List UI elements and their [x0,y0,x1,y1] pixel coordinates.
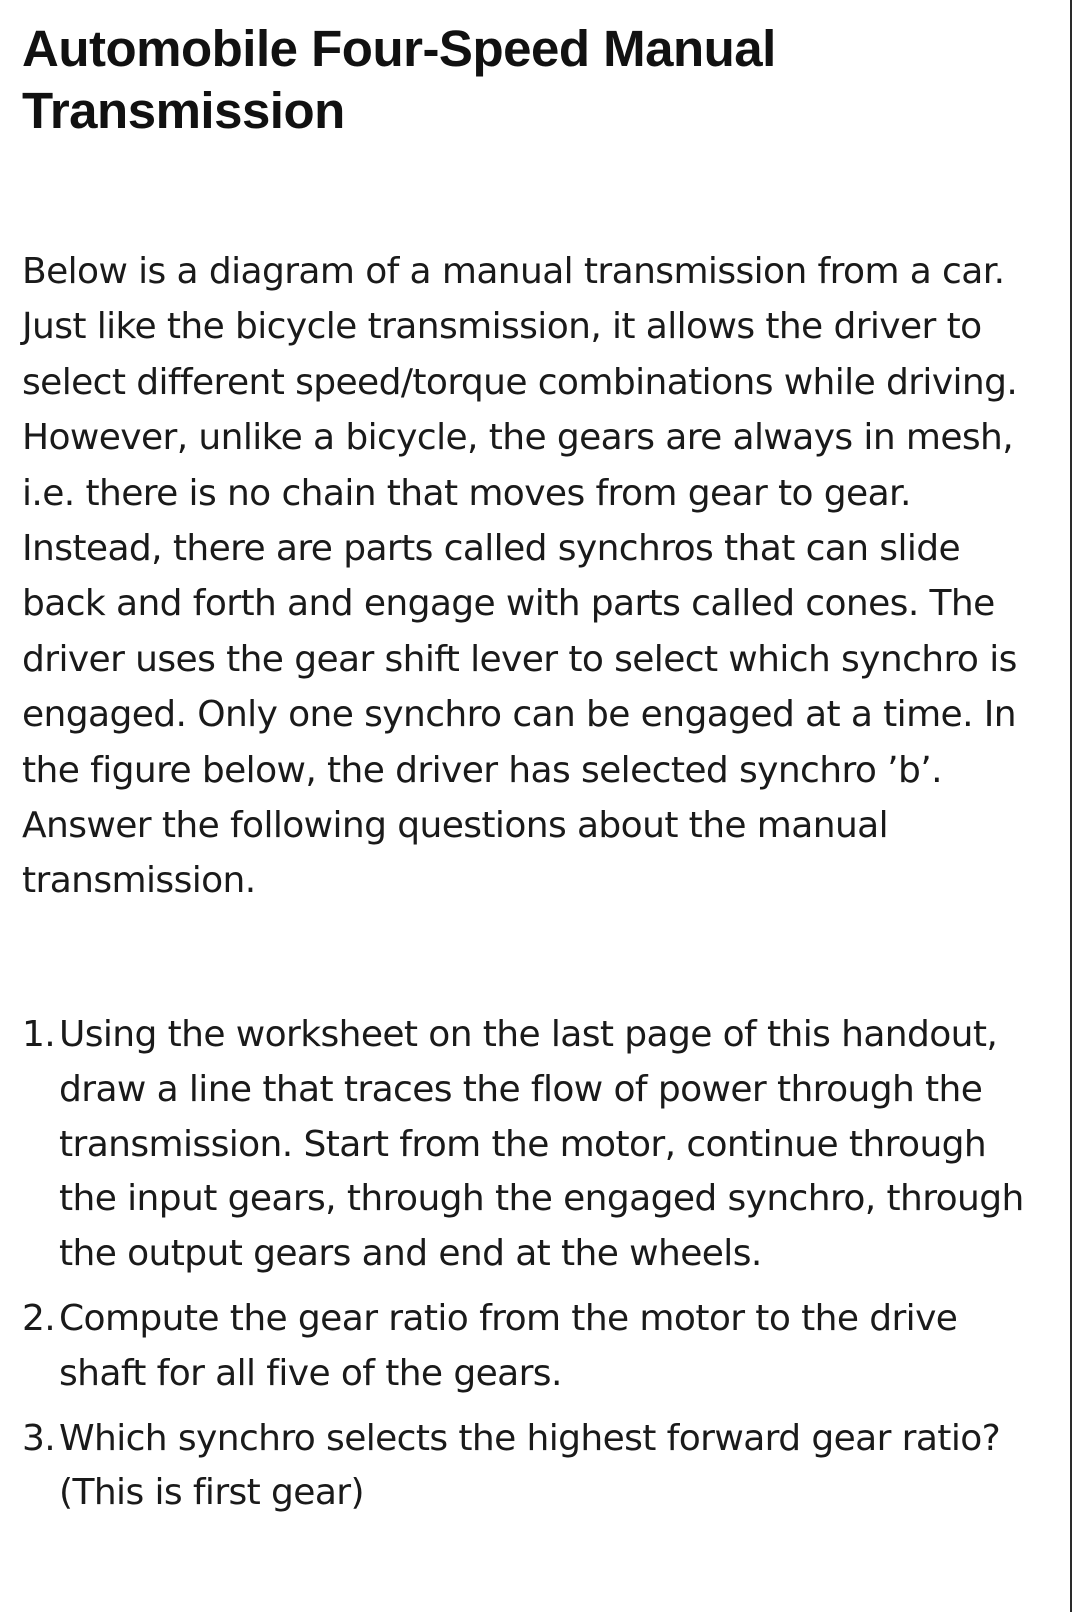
question-text: Using the worksheet on the last page of this handout, draw a line that traces the flow of power through the transmission. Start from the motor, continue through the input gears, through the engaged synchro, through the output gears and end at the wheels. [59,1014,1024,1275]
question-number: 1. [22,1014,56,1055]
question-list [22,1008,1052,1521]
page-edge-rule [1070,0,1072,1612]
question-number: 3. [22,1417,56,1459]
page-title: Automobile Four-Speed Manual Transmission [22,20,776,139]
question-text: Compute the gear ratio from the motor to the drive shaft for all five of the gears. [59,1297,958,1394]
question-number: 2. [22,1297,56,1339]
intro-paragraph: Below is a diagram of a manual transmission from a car. Just like the bicycle transmission, it allows the driver to select different speed/torque combinations while driving. However, unlike a bicycle, the gears are always in mesh, i.e. there is no chain that moves from gear to gear. Instead, there are parts called synchros that can slide back and forth and engage with parts called cones. The driver uses the gear shift lever to select which synchro is engaged. Only one synchro can be engaged at a time. In the figure below, the driver has selected synchro ’b’. Answer the following questions about the manual transmission. [22,251,1018,902]
question-text: Which synchro selects the highest forward gear ratio? (This is first gear) [59,1417,1001,1514]
question-item [22,1292,1052,1402]
question-item [22,1412,1052,1522]
question-item [22,1008,1052,1282]
